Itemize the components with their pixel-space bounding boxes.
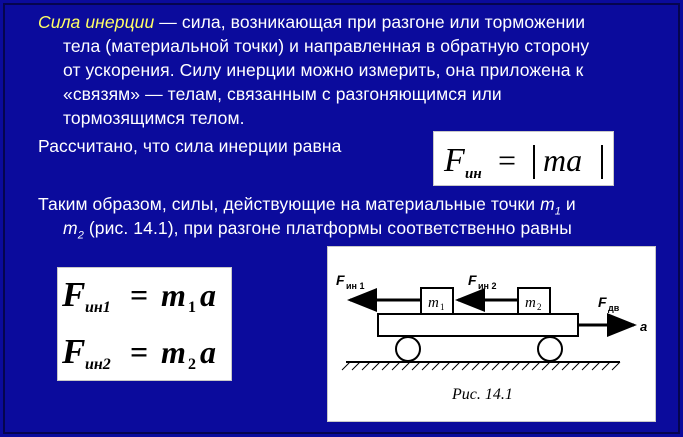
- paragraph-2: Рассчитано, что сила инерции равна: [38, 136, 342, 156]
- block-m2-sub: 2: [537, 302, 542, 312]
- svg-text:ин1: ин1: [85, 299, 111, 316]
- figure-platform-diagram: [328, 247, 655, 421]
- paragraph-1-line-5: тормозящимся телом.: [63, 108, 245, 128]
- formula-eq: =: [498, 142, 517, 178]
- block-m1-label: m: [428, 295, 439, 311]
- label-fdv-sub: дв: [608, 303, 620, 313]
- formula-fin1: [61, 275, 216, 316]
- svg-text:=: =: [130, 277, 149, 313]
- svg-text:=: =: [130, 334, 149, 370]
- label-fin1: F: [336, 272, 345, 288]
- formula-pair-box: [57, 267, 232, 381]
- svg-text:F: F: [62, 332, 86, 371]
- paragraph-1-line-3: от ускорения. Силу инерции можно измерить, она приложена к: [63, 60, 584, 80]
- platform: [378, 314, 578, 336]
- block-m2-label: m: [525, 295, 536, 311]
- svg-text:m: m: [161, 334, 186, 370]
- label-fin1-sub: ин 1: [346, 281, 365, 291]
- label-fin2-sub: ин 2: [478, 281, 497, 291]
- paragraph-3-line-1-text: Таким образом, силы, действующие на материальные точки: [38, 194, 541, 214]
- svg-text:a: a: [200, 277, 216, 313]
- svg-text:m: m: [161, 277, 186, 313]
- figure-caption: Рис. 14.1: [452, 386, 513, 403]
- svg-text:1: 1: [188, 299, 196, 316]
- m2-symbol: $m_2$: [63, 218, 84, 242]
- formula-pair: [58, 268, 231, 380]
- term-inertia-force: Сила инерции: [38, 12, 155, 32]
- paragraph-3-line-2: [63, 216, 572, 248]
- label-fdv: F: [598, 294, 607, 310]
- label-acceleration: a: [640, 319, 648, 334]
- m1-symbol: $m_1$: [540, 194, 561, 218]
- formula-inertia-box: [433, 131, 614, 186]
- svg-text:a: a: [200, 334, 216, 370]
- block-m1-sub: 1: [440, 302, 445, 312]
- paragraph-1-line-1: [38, 10, 585, 34]
- paragraph-1-line-1-text: — сила, возникающая при разгоне или торможении: [154, 12, 586, 32]
- svg-text:2: 2: [188, 356, 196, 373]
- figure-14-1: [327, 246, 656, 422]
- paragraph-1-line-4: «связям» — телам, связанным с разгоняющимся или: [63, 84, 502, 104]
- formula-inertia: [434, 132, 613, 185]
- formula-f: F: [444, 142, 465, 179]
- paragraph-3-and: и: [560, 194, 576, 214]
- wheel-right: [538, 337, 562, 361]
- ground-hatching: [342, 362, 620, 370]
- formula-f-sub: ин: [465, 166, 482, 182]
- svg-text:F: F: [62, 275, 86, 314]
- formula-fin2: [61, 332, 216, 373]
- paragraph-3-line-2-text: (рис. 14.1), при разгоне платформы соответственно равны: [83, 218, 572, 238]
- svg-text:ин2: ин2: [85, 356, 111, 373]
- wheel-left: [396, 337, 420, 361]
- formula-rhs: ma: [543, 142, 583, 178]
- label-fin2: F: [468, 272, 477, 288]
- paragraph-1-line-2: тела (материальной точки) и направленная в обратную сторону: [63, 36, 590, 56]
